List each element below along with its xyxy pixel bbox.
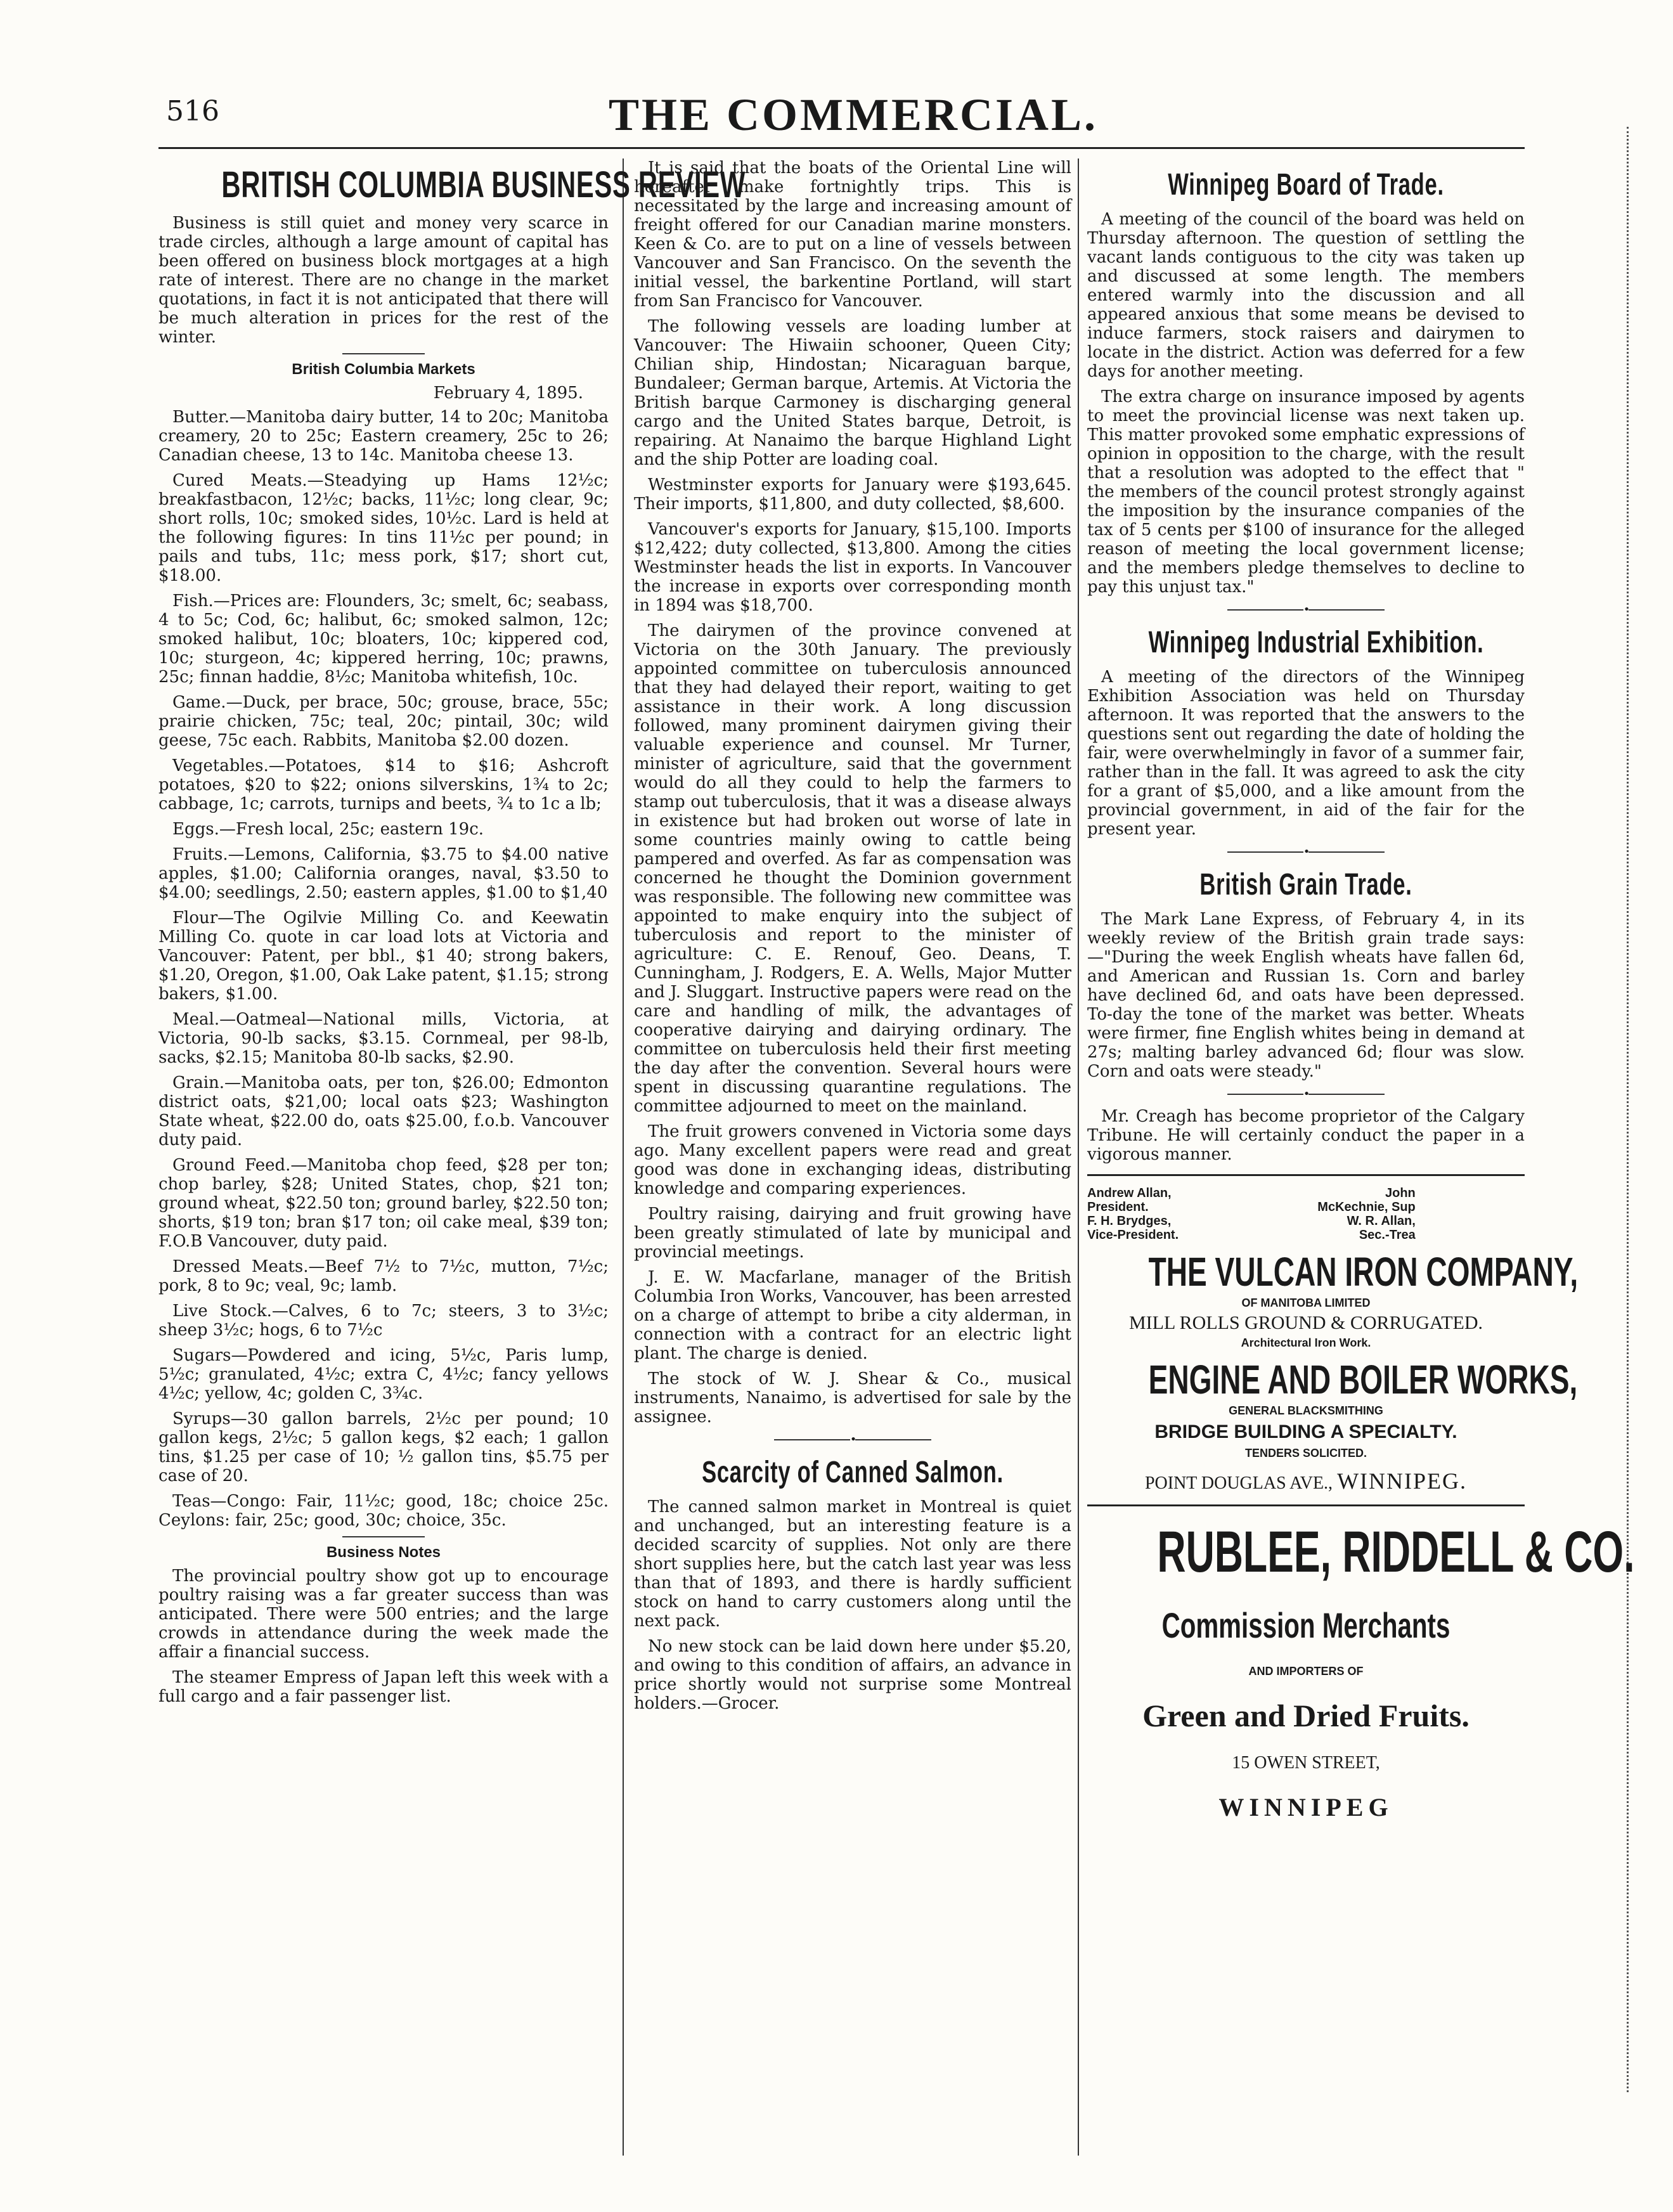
salmon-heading: Scarcity of Canned Salmon. bbox=[702, 1456, 1004, 1489]
article-paragraph: Westminster exports for January were $193,645. Their imports, $11,800, and duty collected, $8,600. bbox=[634, 475, 1071, 514]
officer-line: Andrew Allan, President. bbox=[1087, 1186, 1172, 1214]
rublee-street: 15 OWEN STREET, bbox=[1232, 1753, 1380, 1773]
market-paragraph: Ground Feed.—Manitoba chop feed, $28 per ton; chop barley, $28; United States, chop, $21 ton; ground wheat, $22.50 ton; ground barley, $22.50 ton; shorts, $19 ton; bran $17 ton; oil cake meal, $39 ton; F.O.B Vancouver, duty paid. bbox=[158, 1156, 609, 1251]
ad-rule bbox=[1087, 1174, 1525, 1176]
board-paragraph: A meeting of the council of the board was held on Thursday afternoon. The question of settling the vacant lands contiguous to the city was taken up and discussed at some length. The members entered warmly into the discussion and all appeared anxious that some means be devised to induce farmers, stock raisers and dairymen to locate in the district. Action was deferred for a few days for another meeting. bbox=[1087, 210, 1525, 381]
rublee-title: RUBLEE, RIDDELL & CO. bbox=[1157, 1520, 1635, 1584]
market-paragraph: Fruits.—Lemons, California, $3.75 to $4.00 native apples, $1.00; California oranges, naval, $3.50 to $4.00; seedlings, 2.50; eastern apples, $1.00 to $1,40 bbox=[158, 845, 609, 902]
grain-trade-heading: British Grain Trade. bbox=[1199, 868, 1412, 902]
vulcan-line-sub: GENERAL BLACKSMITHING bbox=[1229, 1404, 1383, 1417]
market-paragraph: Fish.—Prices are: Flounders, 3c; smelt, 6c; seabass, 4 to 5c; Cod, 6c; halibut, 6c; smoked salmon, 12c; smoked halibut, 10c; bloaters, 10c; kippered cod, 10c; sturgeon, 4c; kippered herring, 10c; prawns, 25c; finnan haddie, 8½c; Manitoba whitefish, 10c. bbox=[158, 592, 609, 687]
market-paragraph: Vegetables.—Potatoes, $14 to $16; Ashcroft potatoes, $20 to $22; onions silverskins, 1¾ to 2c; cabbage, 1c; carrots, turnips and beets, ¾ to 1c a lb; bbox=[158, 756, 609, 813]
salmon-paragraph: No new stock can be laid down here under $5.20, and owing to this condition of affairs, an advance in price shortly would not surprise some Montreal holders.—Grocer. bbox=[634, 1637, 1071, 1713]
officer-line: John McKechnie, Sup bbox=[1317, 1186, 1416, 1214]
market-paragraph: Dressed Meats.—Beef 7½ to 7½c, mutton, 7½c; pork, 8 to 9c; veal, 9c; lamb. bbox=[158, 1257, 609, 1295]
grain-paragraph: The Mark Lane Express, of February 4, in its weekly review of the British grain trade says:—"During the week English wheats have fallen 6d, and American and Russian 1s. Corn and barley have declined 6d, and oats have been depressed. To-day the tone of the market was better. Wheats were firmer, fine English whites being in demand at 27s; malting barley advanced 6d; flour was slow. Corn and oats were steady." bbox=[1087, 910, 1525, 1081]
bc-review-heading: BRITISH COLUMBIA BUSINESS REVIEW bbox=[221, 164, 746, 205]
rublee-ad bbox=[1087, 1519, 1635, 1822]
vulcan-line: BRIDGE BUILDING A SPECIALTY. bbox=[1154, 1421, 1457, 1442]
bc-review-intro: Business is still quiet and money very scarce in trade circles, although a large amount of capital has been offered on business block mortgages at a high rate of interest. There are no change in the market quotations, in fact it is not anticipated that there will be much alteration in prices for the rest of the winter. bbox=[158, 214, 609, 347]
vulcan-title: THE VULCAN IRON COMPANY, bbox=[1148, 1249, 1579, 1295]
vulcan-line: TENDERS SOLICITED. bbox=[1244, 1447, 1367, 1459]
vulcan-city: WINNIPEG. bbox=[1337, 1468, 1468, 1494]
markets-date: February 4, 1895. bbox=[433, 384, 583, 403]
column-rule-1 bbox=[623, 158, 624, 2156]
salmon-paragraph: The canned salmon market in Montreal is quiet and unchanged, but an interesting feature is a decided scarcity of supplies. Not only are there short supplies here, but the catch last year was less than that of 1893, and there is hardly sufficient stock on hand to carry customers along until the next pack. bbox=[634, 1497, 1071, 1631]
page-number: 516 bbox=[166, 95, 219, 127]
article-paragraph: Vancouver's exports for January, $15,100. Imports $12,422; duty collected, $13,800. Among the cities Westminster heads the list in exports. In Vancouver the increase in exports over corresponding month in 1894 was $18,700. bbox=[634, 520, 1071, 615]
divider bbox=[342, 353, 425, 354]
board-of-trade-heading: Winnipeg Board of Trade. bbox=[1168, 168, 1444, 202]
market-paragraph: Meal.—Oatmeal—National mills, Victoria, at Victoria, 90-lb sacks, $3.15. Cornmeal, per 98-lb, sacks, $2.15; Manitoba 80-lb sacks, $2.90. bbox=[158, 1010, 609, 1067]
divider: • bbox=[1087, 845, 1525, 858]
market-paragraph: Flour—The Ogilvie Milling Co. and Keewatin Milling Co. quote in car load lots at Victoria and Vancouver: Patent, per bbl., $1 40; strong bakers, $1.20, Oregon, $1.00, Oak Lake patent, $1.15; strong bakers, $1.00. bbox=[158, 909, 609, 1004]
vulcan-engine-line: ENGINE AND BOILER WORKS, bbox=[1148, 1357, 1578, 1402]
rublee-importers: AND IMPORTERS OF bbox=[1248, 1665, 1364, 1678]
note-paragraph: The steamer Empress of Japan left this week with a full cargo and a fair passenger list. bbox=[158, 1668, 609, 1706]
market-paragraph: Grain.—Manitoba oats, per ton, $26.00; Edmonton district oats, $21,00; local oats $23; Washington State wheat, $22.00 do, oats $25.00, f.o.b. Vancouver duty paid. bbox=[158, 1073, 609, 1149]
article-paragraph: The dairymen of the province convened at Victoria on the 30th January. The previously appointed committee on tuberculosis announced that they had delayed their report, waiting to get assistance in their work. A long discussion followed, many prominent dairymen giving their valuable experience and counsel. Mr Turner, minister of agriculture, said that the government would do all they could to help the farmers to stamp out tuberculosis, that it was a disease always in existence but had broken out worse of late in some countries mainly owing to cattle being pampered and overfed. As far as compensation was concerned he thought the Dominion government was responsible. The following new committee was appointed to make enquiry into the subject of tuberculosis and report to the minister of agriculture: C. E. Renouf, Geo. Deans, T. Cunningham, J. Rodgers, E. A. Wells, Major Mutter and J. Sluggart. Instructive papers were read on the care and handling of milk, the advantages of cooperative dairying and dairying ordinary. The committee on tuberculosis held their first meeting the day after the convention. Several hours were spent in discussing quarantine regulations. The committee adjourned to meet on the mainland. bbox=[634, 621, 1071, 1116]
header-rule bbox=[158, 147, 1525, 149]
market-paragraph: Game.—Duck, per brace, 50c; grouse, brace, 55c; prairie chicken, 75c; teal, 20c; pintail, 30c; wild geese, 75c each. Rabbits, Manitoba $2.00 dozen. bbox=[158, 693, 609, 750]
officer-line: F. H. Brydges, Vice-President. bbox=[1087, 1214, 1179, 1242]
board-paragraph: The extra charge on insurance imposed by agents to meet the provincial license was next taken up. This matter provoked some emphatic expressions of opinion in opposition to the charge, with the result that a resolution was adopted to the effect that " the members of the council protest strongly against the imposition by the insurance companies of the tax of 5 cents per $100 of insurance for the alleged reason of meeting the local government license; and the members pledge themselves to decline to pay this unjust tax." bbox=[1087, 387, 1525, 597]
divider: • bbox=[1087, 1087, 1525, 1101]
column-1 bbox=[158, 158, 746, 2155]
article-paragraph: J. E. W. Macfarlane, manager of the British Columbia Iron Works, Vancouver, has been arrested on a charge of attempt to bribe a city alderman, in connection with a contract for an electric light plant. The charge is denied. bbox=[634, 1268, 1071, 1363]
divider: • bbox=[634, 1433, 1071, 1446]
article-paragraph: The fruit growers convened in Victoria some days ago. Many excellent papers were read and great good was done in exchanging ideas, distributing knowledge and comparing experiences. bbox=[634, 1122, 1071, 1198]
article-paragraph: The following vessels are loading lumber at Vancouver: The Hiwaiin schooner, Queen City; Chilian ship, Hindostan; Nicaraguan barque, Bundaleer; German barque, Artemis. At Victoria the British barque Carmoney is discharging general cargo and the United States barque, Detroit, is repairing. At Nanaimo the barque Highland Light and the ship Potter are loading coal. bbox=[634, 317, 1071, 469]
market-paragraph: Live Stock.—Calves, 6 to 7c; steers, 3 to 3½c; sheep 3½c; hogs, 6 to 7½c bbox=[158, 1302, 609, 1340]
vulcan-subtitle: OF MANITOBA LIMITED bbox=[1241, 1297, 1371, 1309]
article-paragraph: The stock of W. J. Shear & Co., musical instruments, Nanaimo, is advertised for sale by the assignee. bbox=[634, 1369, 1071, 1426]
page-edge bbox=[1627, 127, 1648, 2092]
masthead: THE COMMERCIAL. bbox=[609, 89, 1099, 140]
vulcan-address bbox=[1087, 1468, 1525, 1494]
rublee-city: WINNIPEG bbox=[1218, 1793, 1393, 1821]
exhibition-heading: Winnipeg Industrial Exhibition. bbox=[1148, 626, 1484, 659]
market-paragraph: Cured Meats.—Steadying up Hams 12½c; breakfastbacon, 12½c; backs, 11½c; long clear, 9c; short rolls, 10c; smoked sides, 10½c. Lard is held at the following figures: In tins 11½c per pound; in pails and tubs, 11c; mess pork, $17; short cut, $18.00. bbox=[158, 471, 609, 585]
column-2 bbox=[634, 158, 1071, 2155]
note-paragraph: The provincial poultry show got up to encourage poultry raising was a far greater success than was anticipated. There were 500 entries; and the large crowds in attendance during the week made the affair a financial success. bbox=[158, 1567, 609, 1662]
vulcan-street: POINT DOUGLAS AVE., bbox=[1144, 1473, 1333, 1493]
officer-line: W. R. Allan, Sec.-Trea bbox=[1347, 1214, 1416, 1242]
business-notes-heading: Business Notes bbox=[326, 1544, 441, 1561]
market-paragraph: Teas—Congo: Fair, 11½c; good, 18c; choice 25c. Ceylons: fair, 25c; good, 30c; choice, 35c. bbox=[158, 1492, 609, 1530]
ad-rule bbox=[1087, 1504, 1525, 1506]
vulcan-line: MILL ROLLS GROUND & CORRUGATED. bbox=[1128, 1312, 1483, 1333]
article-paragraph: It is said that the boats of the Oriental Line will hereafter make fortnightly trips. This is necessitated by the large and increasing amount of freight offered for our Canadian marine monsters. Keen & Co. are to put on a line of vessels between Vancouver and San Francisco. On the seventh the initial vessel, the barkentine Portland, will start from San Francisco for Vancouver. bbox=[634, 158, 1071, 311]
creagh-paragraph: Mr. Creagh has become proprietor of the Calgary Tribune. He will certainly conduct the paper in a vigorous manner. bbox=[1087, 1107, 1525, 1164]
column-rule-2 bbox=[1078, 158, 1079, 2156]
market-paragraph: Eggs.—Fresh local, 25c; eastern 19c. bbox=[172, 820, 484, 839]
vulcan-line-sub: Architectural Iron Work. bbox=[1241, 1336, 1371, 1349]
market-paragraph: Butter.—Manitoba dairy butter, 14 to 20c; Manitoba creamery, 20 to 25c; Eastern creamery, 25c to 26; Canadian cheese, 13 to 14c. Manitoba cheese 13. bbox=[158, 408, 609, 465]
exhibition-paragraph: A meeting of the directors of the Winnipeg Exhibition Association was held on Thursday afternoon. It was reported that the answers to the questions sent out regarding the date of holding the fair, were overwhelmingly in favor of a summer fair, rather than in the fall. It was agreed to ask the city for a grant of $5,000, and a like amount from the provincial government, in aid of the fair for the present year. bbox=[1087, 668, 1525, 839]
market-paragraph: Sugars—Powdered and icing, 5½c, Paris lump, 5½c; granulated, 4½c; extra C, 4½c; fancy yellows 4½c; yellow, 4c; golden C, 3¾c. bbox=[158, 1346, 609, 1403]
markets-heading: British Columbia Markets bbox=[292, 361, 475, 378]
divider: • bbox=[1087, 603, 1525, 616]
rublee-commission: Commission Merchants bbox=[1161, 1605, 1450, 1645]
market-paragraph: Syrups—30 gallon barrels, 2½c per pound; 10 gallon kegs, 2½c; 5 gallon kegs, $2 each; 1 gallon tins, $1.25 per case of 10; ½ gallon tins, $5.75 per case of 20. bbox=[158, 1409, 609, 1485]
vulcan-ad bbox=[1087, 1186, 1579, 1494]
rublee-fruits: Green and Dried Fruits. bbox=[1142, 1698, 1470, 1733]
vulcan-officers bbox=[1087, 1186, 1525, 1242]
article-paragraph: Poultry raising, dairying and fruit growing have been greatly stimulated of late by municipal and provincial meetings. bbox=[634, 1205, 1071, 1262]
column-3 bbox=[1087, 158, 1635, 2155]
divider bbox=[342, 1536, 425, 1537]
